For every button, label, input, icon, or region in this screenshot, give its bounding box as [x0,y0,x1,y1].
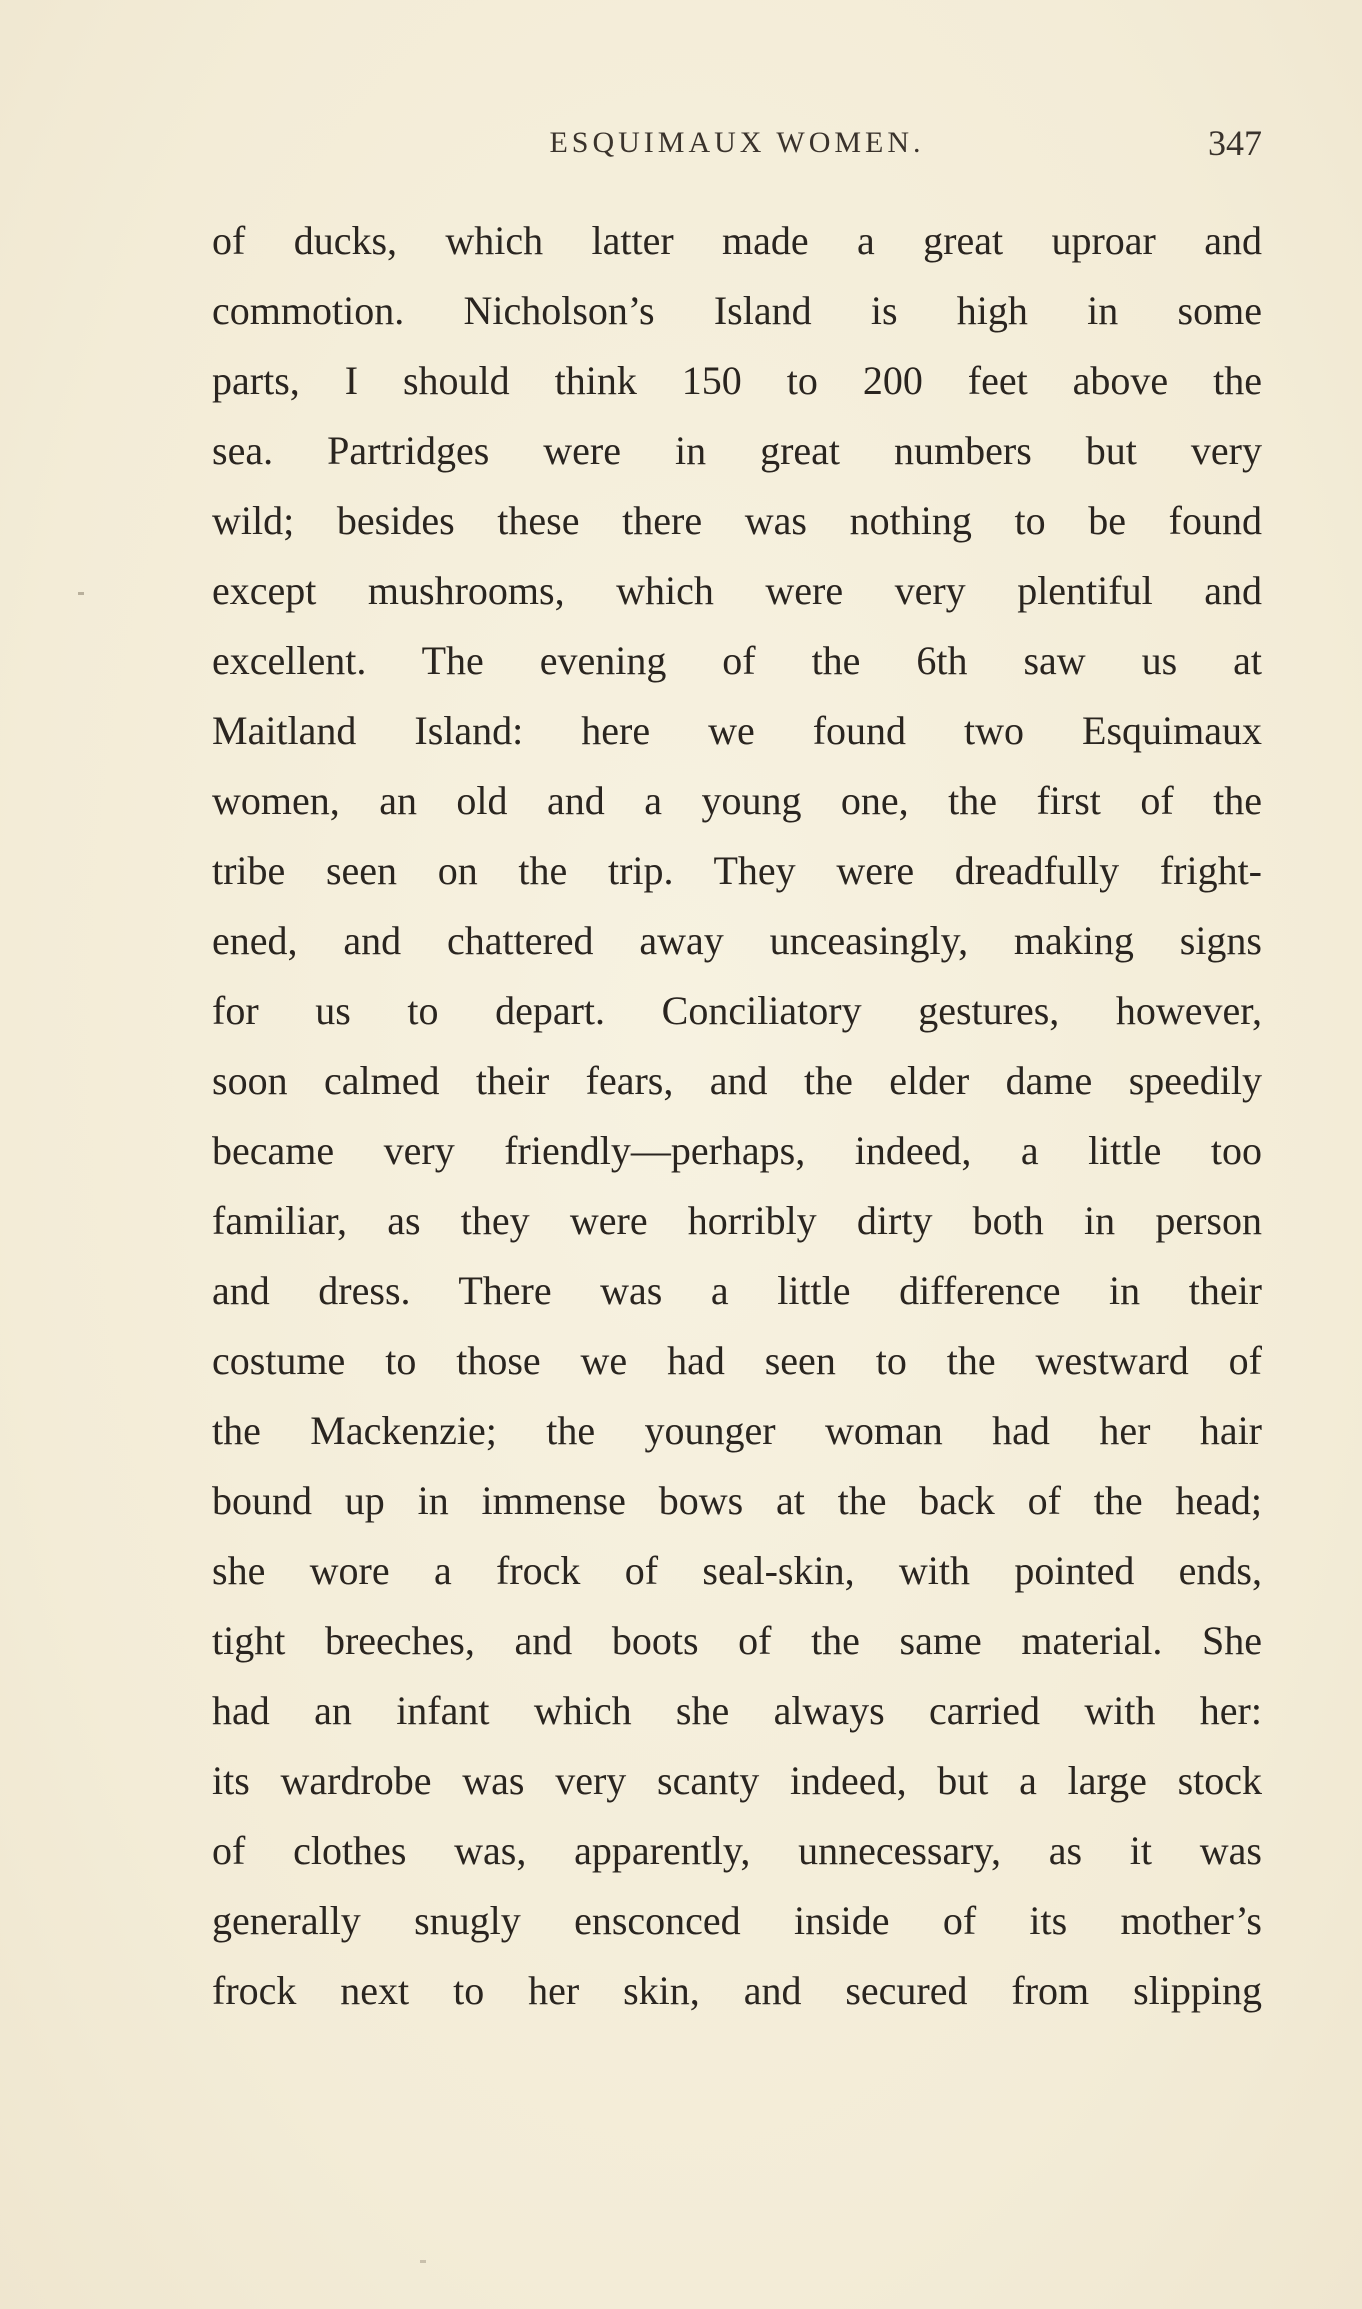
text-line: had an infant which she always carried with her: [212,1688,1262,1733]
paper-speck [420,2260,426,2263]
text-line: wild; besides these there was nothing to be found [212,498,1262,543]
text-line: of ducks, which latter made a great uproar and [212,218,1262,263]
text-line: frock next to her skin, and secured from slipping [212,1968,1262,2013]
text-line: and dress. There was a little difference in their [212,1268,1262,1313]
text-line: sea. Partridges were in great numbers but very [212,428,1262,473]
text-line: of clothes was, apparently, unnecessary, as it was [212,1828,1262,1873]
text-line: Maitland Island: here we found two Esquimaux [212,708,1262,753]
text-line: parts, I should think 150 to 200 feet above the [212,358,1262,403]
text-line: ened, and chattered away unceasingly, making signs [212,918,1262,963]
text-line: became very friendly—perhaps, indeed, a little too [212,1128,1262,1173]
text-line: she wore a frock of seal-skin, with pointed ends, [212,1548,1262,1593]
text-line: tribe seen on the trip. They were dreadfully fright- [212,848,1262,893]
running-head [212,118,1262,168]
text-line: generally snugly ensconced inside of its mother’s [212,1898,1262,1943]
text-line: for us to depart. Conciliatory gestures, however, [212,988,1262,1033]
text-line: the Mackenzie; the younger woman had her hair [212,1408,1262,1453]
body-text [212,206,1262,2026]
page-number: 347 [1208,123,1262,163]
text-line: familiar, as they were horribly dirty both in person [212,1198,1262,1243]
text-line: tight breeches, and boots of the same material. She [212,1618,1262,1663]
text-line: except mushrooms, which were very plentiful and [212,568,1262,613]
running-head-title: ESQUIMAUX WOMEN. [549,126,925,159]
text-line: women, an old and a young one, the first of the [212,778,1262,823]
text-line: bound up in immense bows at the back of the head; [212,1478,1262,1523]
text-line: commotion. Nicholson’s Island is high in some [212,288,1262,333]
text-line: soon calmed their fears, and the elder dame speedily [212,1058,1262,1103]
text-line: excellent. The evening of the 6th saw us at [212,638,1262,683]
margin-mark [78,592,84,595]
text-line: its wardrobe was very scanty indeed, but a large stock [212,1758,1262,1803]
text-line: costume to those we had seen to the westward of [212,1338,1262,1383]
